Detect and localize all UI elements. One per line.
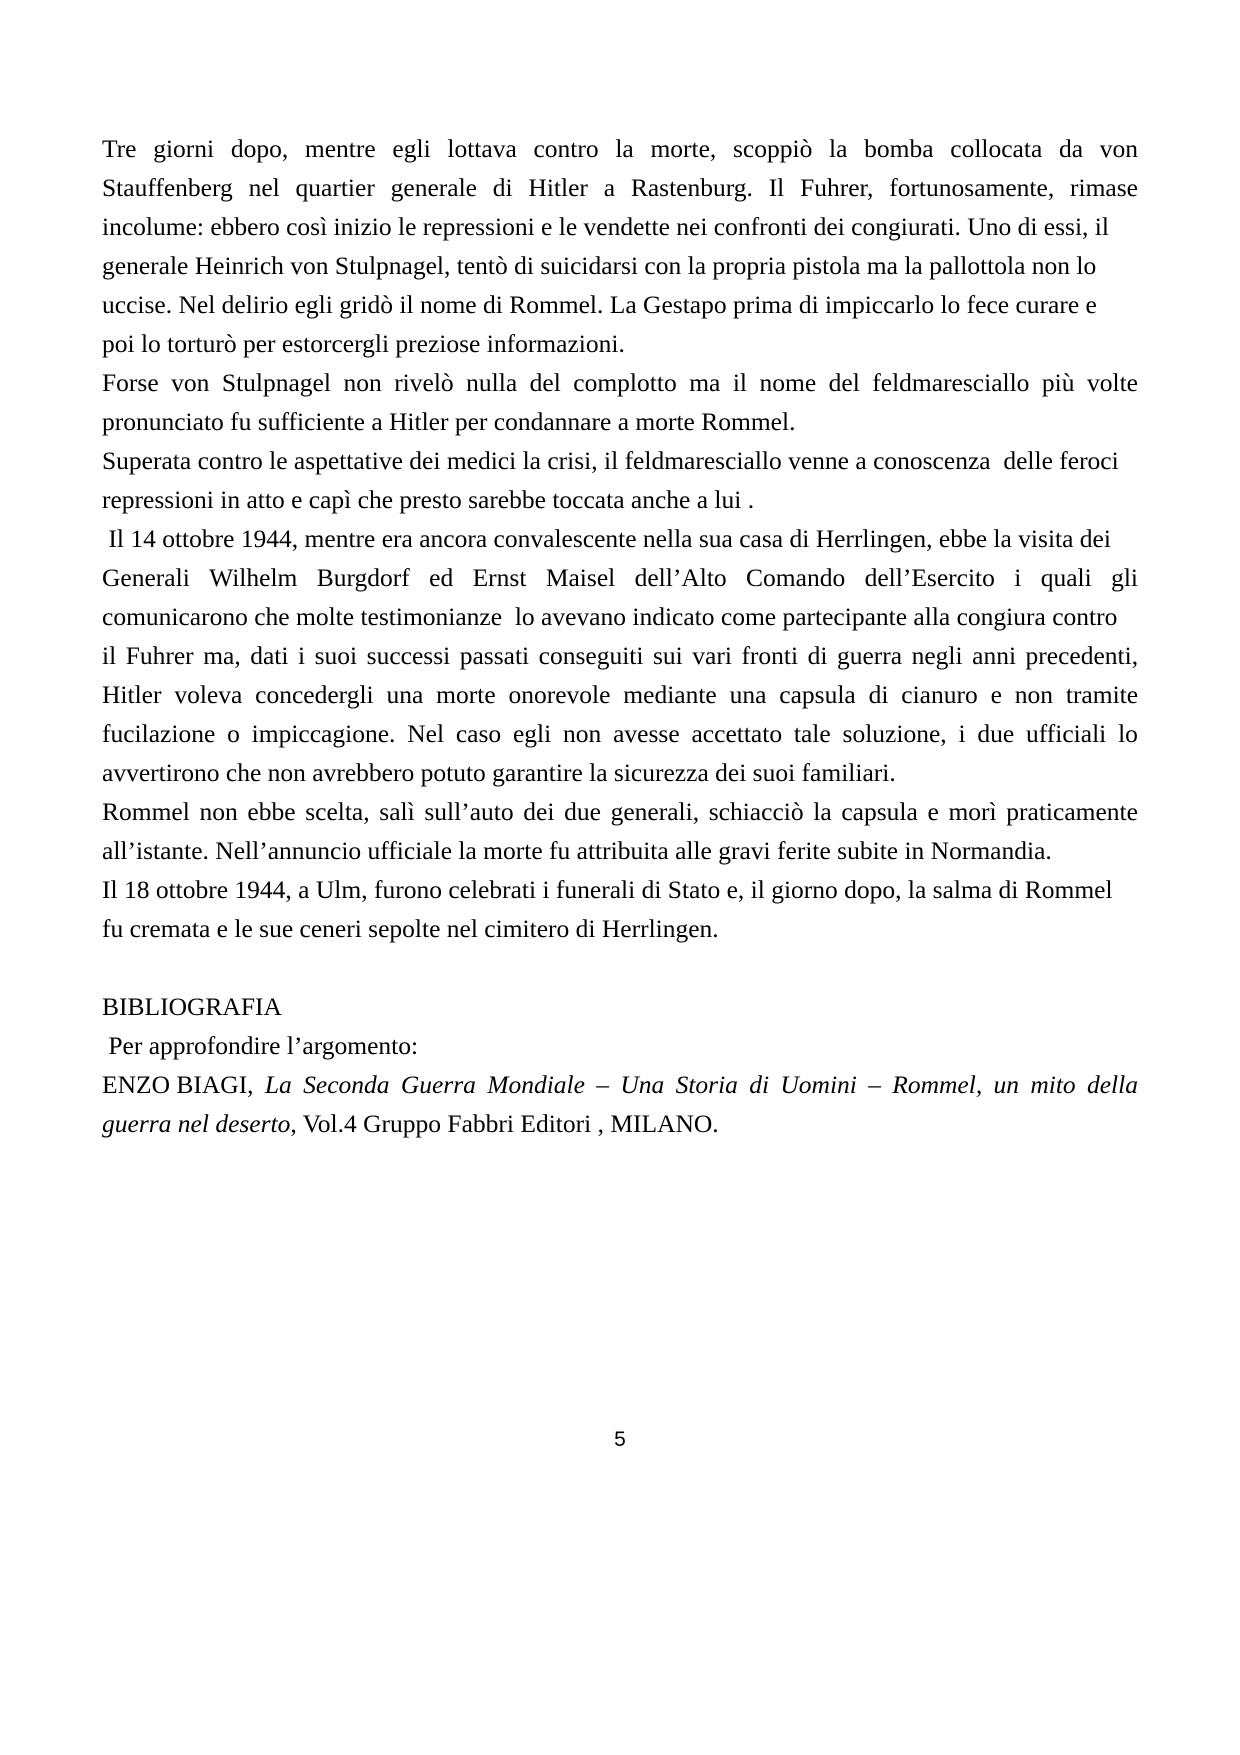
word: Mondiale [487,1070,585,1099]
word: Stauffenberg [102,173,233,202]
word: caso [455,719,502,748]
word: praticamente [1006,797,1138,826]
text-line [102,792,1138,831]
word: passati [459,641,530,670]
entry-author: ENZO BIAGI, [102,1070,254,1099]
word: mentre [304,134,376,163]
text-line [102,1104,1138,1143]
word: morte, [650,134,717,163]
word: soluzione, [842,719,947,748]
word: Rommel, [892,1070,983,1099]
text-line [102,558,1138,597]
paragraph-18-ottobre-funerali [102,870,1138,987]
word: scoppiò [733,134,813,163]
word: ebbe [247,797,296,826]
word: dei [523,797,555,826]
text-line: comunicarono che molte testimonianze lo avevano indicato come partecipante alla congiura contro [102,602,1118,631]
word: fortunosamente, [889,173,1055,202]
word: i [958,719,966,748]
word: volte [1087,368,1138,397]
word: Wilhelm [209,563,298,592]
word: nulla [466,368,518,397]
text-line [102,129,1138,168]
text-line [102,363,1138,402]
word: dell’Esercito [864,563,995,592]
word: generale [390,173,477,202]
word: tale [793,719,831,748]
word: morì [948,797,997,826]
word: capsula [841,797,918,826]
word: Generali [102,563,190,592]
word: il [102,641,117,670]
word: di [492,173,513,202]
text-line: fu cremata e le sue ceneri sepolte nel cimitero di Herrlingen. [102,914,719,943]
text-line: uccise. Nel delirio egli gridò il nome di Rommel. La Gestapo prima di impiccarlo lo fece curare e [102,290,1097,319]
text-line: pronunciato fu sufficiente a Hitler per condannare a morte Rommel. [102,407,796,436]
paragraph-bomba-rastenburg [102,129,1138,363]
word: la [813,797,832,826]
word: i [1014,563,1022,592]
word: feldmaresciallo [872,368,1030,397]
text-line [102,675,1138,714]
word: accettato [691,719,783,748]
word: di [807,641,828,670]
word: contro [533,134,599,163]
word: del [529,368,561,397]
text-line: Il 14 ottobre 1944, mentre era ancora convalescente nella sua casa di Herrlingen, ebbe la visita dei [102,524,1111,553]
blank-line [102,948,1138,987]
word: negli [911,641,963,670]
word: un [993,1070,1020,1099]
word: due [564,797,601,826]
word: Nel [407,719,445,748]
word: Guerra [400,1070,476,1099]
text-line: all’istante. Nell’annuncio ufficiale la morte fu attribuita alle gravi ferite subite in Normandia. [102,836,1052,865]
word: una [386,680,424,709]
word: rimase [1070,173,1138,202]
word: quartier [295,173,375,202]
word: Forse [102,368,159,397]
word: Una [620,1070,665,1099]
word: morte [436,680,496,709]
word: ed [429,563,454,592]
word: non [343,368,382,397]
text-line [102,168,1138,207]
word: generali, [610,797,700,826]
word: Tre [102,134,137,163]
word: concedergli [255,680,374,709]
paragraph-crisi-superata [102,441,1138,519]
word: egli [512,719,552,748]
word: Stulpnagel [221,368,331,397]
word: ufficiali [1026,719,1107,748]
word: guerra [836,641,903,670]
word: ma, [203,641,241,670]
word: nome [759,368,817,397]
word: una [729,680,767,709]
word: – [596,1070,610,1099]
word: anni [972,641,1017,670]
word: dati [250,641,289,670]
word: lottava [447,134,517,163]
text-line: incolume: ebbero così inizio le repressioni e le vendette nei confronti dei congiurati. Uno di essi, il [102,212,1109,241]
word: non [563,719,602,748]
word: precedenti, [1025,641,1139,670]
text-line: Superata contro le aspettative dei medici la crisi, il feldmaresciallo venne a conoscenza delle feroci [102,446,1119,475]
word: fronti [741,641,799,670]
word: voleva [174,680,243,709]
word: scelta, [305,797,370,826]
word: e [927,797,939,826]
text-line: avvertirono che non avrebbero potuto garantire la sicurezza dei suoi familiari. [102,758,896,787]
page-text-block [102,129,1138,1143]
word: von [171,368,210,397]
word: Ernst [472,563,527,592]
word: Seconda [303,1070,390,1099]
word: nel [248,173,280,202]
word: von [1099,134,1139,163]
word: – [868,1070,881,1099]
word: il [732,368,747,397]
word: successi [366,641,451,670]
word: dopo, [230,134,289,163]
word: a [603,173,616,202]
word: fucilazione [102,719,216,748]
word: e [990,680,1002,709]
word: mito [1030,1070,1076,1099]
word: conseguiti [538,641,644,670]
bibliography-intro [102,1026,1138,1065]
paragraph-stulpnagel-complotto [102,363,1138,441]
word: impiccagione. [251,719,396,748]
word: Burgdorf [316,563,410,592]
word: suoi [314,641,358,670]
text-line [102,636,1138,675]
text-line: repressioni in atto e capì che presto sarebbe toccata anche a lui . [102,485,755,514]
word: tramite [1065,680,1139,709]
word: del [828,368,860,397]
word: due [977,719,1015,748]
word: dell’Alto [634,563,727,592]
word: più [1041,368,1075,397]
word: sui [652,641,683,670]
word: Hitler [102,680,162,709]
bibliography-heading: BIBLIOGRAFIA [102,992,282,1021]
word: salì [379,797,415,826]
word: o [227,719,240,748]
page-number: 5 [614,1428,626,1451]
text-line: Il 18 ottobre 1944, a Ulm, furono celebrati i funerali di Stato e, il giorno dopo, la salma di Rommel [102,875,1113,904]
text-line [102,1065,1138,1104]
word: collocata [950,134,1043,163]
word: rivelò [394,368,454,397]
word: mediante [623,680,717,709]
word: da [1058,134,1084,163]
entry-publisher: , Vol.4 Gruppo Fabbri Editori , MILANO. [290,1109,719,1138]
word: la [829,134,848,163]
word: lo [1118,719,1138,748]
word: capsula [779,680,856,709]
word: Fuhrer [125,641,194,670]
paragraph-14-ottobre-1944 [102,519,1138,792]
word: Fuhrer, [800,173,874,202]
word: i [298,641,306,670]
word: di [868,680,889,709]
word: ma [689,368,721,397]
word: avesse [613,719,680,748]
word: Rastenburg. [630,173,753,202]
word: Maisel [545,563,616,592]
word: gli [1111,563,1139,592]
word: Comando [746,563,846,592]
text-line: Per approfondire l’argomento: [102,1031,419,1060]
word: giorni [153,134,215,163]
text-line [102,714,1138,753]
word: quali [1040,563,1092,592]
word: La [264,1070,292,1099]
bibliography-entry [102,1065,1138,1143]
word: Il [768,173,785,202]
word: Hitler [528,173,588,202]
word: cianuro [901,680,978,709]
word: bomba [864,134,934,163]
word: sull’auto [424,797,514,826]
entry-title-continued: guerra nel deserto [102,1109,291,1138]
word: non [1014,680,1054,709]
text-line: generale Heinrich von Stulpnagel, tentò di suicidarsi con la propria pistola ma la pallottola non lo [102,251,1097,280]
word: Storia [675,1070,738,1099]
word: schiacciò [708,797,804,826]
text-line: poi lo torturò per estorcergli preziose informazioni. [102,329,625,358]
word: della [1086,1070,1138,1099]
word: vari [692,641,732,670]
word: Uomini [780,1070,857,1099]
word: non [199,797,238,826]
word: la [615,134,634,163]
word: Rommel [102,797,190,826]
word: di [749,1070,770,1099]
word: onorevole [508,680,611,709]
word: complotto [573,368,677,397]
word: egli [392,134,431,163]
paragraph-rommel-capsula [102,792,1138,870]
